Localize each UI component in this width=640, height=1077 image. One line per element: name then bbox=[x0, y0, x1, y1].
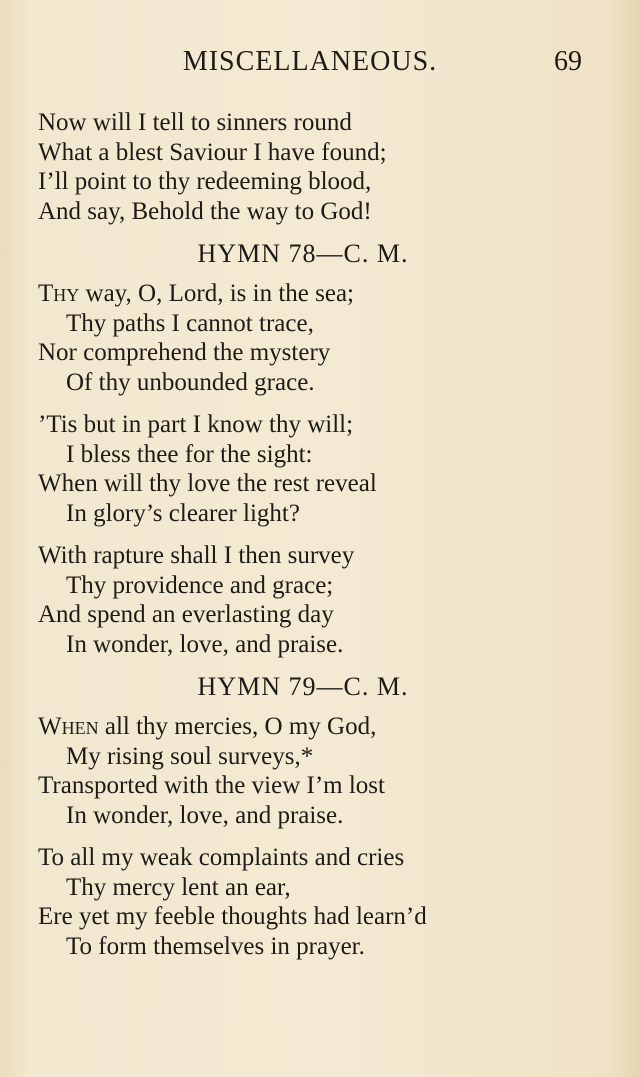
verse-line: In wonder, love, and praise. bbox=[66, 630, 344, 658]
opening-stanza bbox=[38, 108, 598, 226]
verse-line: Transported with the view I’m lost bbox=[38, 772, 385, 799]
verse-line: Ere yet my feeble thoughts had learn’d bbox=[38, 903, 427, 930]
verse-line: Of thy unbounded grace. bbox=[66, 368, 315, 396]
verse-line: And spend an everlasting day bbox=[38, 601, 334, 628]
hymn-78-stanza-1 bbox=[38, 279, 598, 397]
verse-line: When will thy love the rest reveal bbox=[38, 470, 377, 497]
running-header: MISCELLANEOUS. bbox=[182, 46, 438, 77]
page-number: 69 bbox=[554, 46, 582, 77]
hymn-79-stanza-2 bbox=[38, 843, 598, 961]
verse-line: What a blest Saviour I have found; bbox=[38, 138, 387, 166]
hymn-78-title: HYMN 78—C. M. bbox=[197, 239, 409, 268]
verse-line: My rising soul surveys,* bbox=[66, 742, 314, 770]
hymn-78-stanza-2 bbox=[38, 410, 598, 528]
verse-line: And say, Behold the way to God! bbox=[38, 197, 372, 225]
verse-line bbox=[38, 279, 598, 309]
verse-line bbox=[38, 712, 598, 742]
initial-word: Thy bbox=[38, 280, 80, 307]
verse-line: Thy mercy lent an ear, bbox=[66, 873, 291, 901]
verse-line: To form themselves in prayer. bbox=[66, 932, 365, 960]
verse-line: Thy providence and grace; bbox=[66, 571, 334, 599]
verse-line: In wonder, love, and praise. bbox=[66, 801, 344, 829]
verse-line: Now will I tell to sinners round bbox=[38, 109, 352, 136]
initial-word: When bbox=[38, 713, 99, 740]
verse-line: I’ll point to thy redeeming blood, bbox=[38, 168, 372, 195]
page-text bbox=[38, 108, 598, 974]
hymn-79-title: HYMN 79—C. M. bbox=[197, 672, 409, 701]
verse-line: In glory’s clearer light? bbox=[66, 499, 300, 527]
verse-line: Thy paths I cannot trace, bbox=[66, 309, 314, 337]
verse-line: I bless thee for the sight: bbox=[66, 440, 313, 468]
verse-line-rest: way, O, Lord, is in the sea; bbox=[85, 280, 354, 307]
verse-line: ’Tis but in part I know thy will; bbox=[38, 411, 354, 438]
verse-line: To all my weak complaints and cries bbox=[38, 844, 405, 871]
verse-line-rest: all thy mercies, O my God, bbox=[104, 713, 377, 740]
hymn-78-stanza-3 bbox=[38, 541, 598, 659]
verse-line: Nor comprehend the mystery bbox=[38, 339, 331, 366]
verse-line: With rapture shall I then survey bbox=[38, 542, 355, 569]
hymn-79-stanza-1 bbox=[38, 712, 598, 830]
